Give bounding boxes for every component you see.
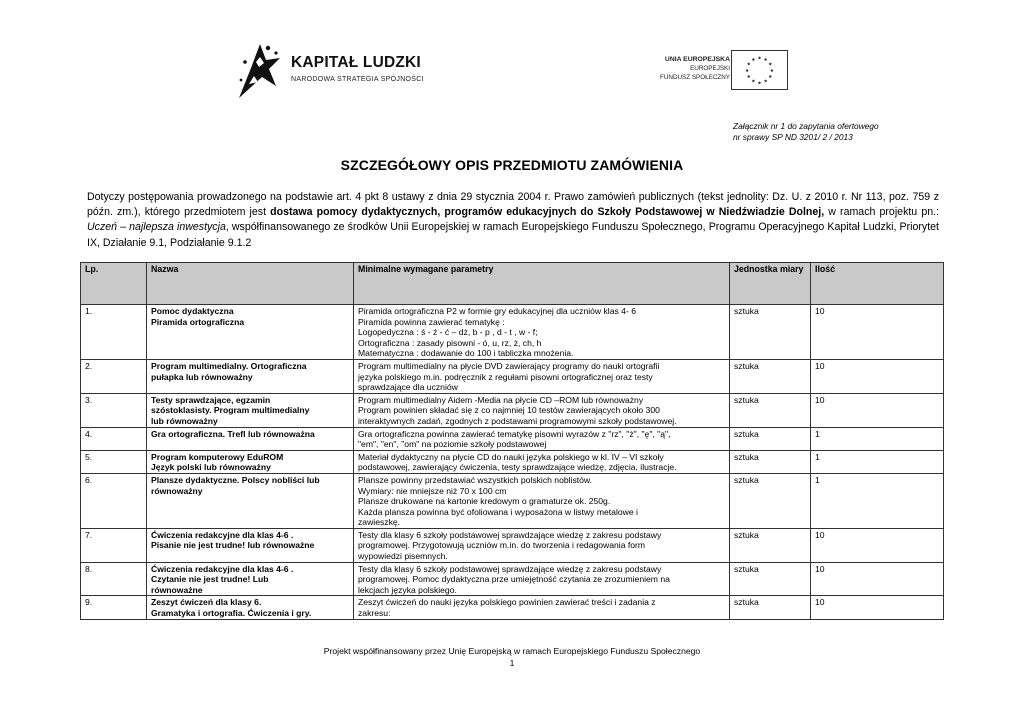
cell-params [354,596,730,619]
cell-lp: 3. [81,393,147,427]
param-line: Wymiary: nie mniejsze niż 70 x 100 cm [358,485,507,496]
param-line: programowej. Przygotowują uczniów m.in. do tworzenia i redagowania form [358,540,646,551]
svg-text:★: ★ [745,68,750,74]
svg-text:★: ★ [769,68,774,74]
item-name-line: pułapka lub równoważny [151,371,253,382]
item-name-line: Testy sprawdzające, egzamin [151,394,271,405]
kapital-ludzki-title: KAPITAŁ LUDZKI [291,54,421,71]
intro-project-name: Uczeń – najlepsza inwestycja [87,221,226,234]
annex-line-2: nr sprawy SP ND 3201/ 2 / 2013 [733,132,853,142]
param-line: lekcjach języka polskiego. [358,584,457,595]
item-name-line: Pomoc dydaktyczna [151,306,234,316]
cell-name [147,473,354,528]
cell-qty: 10 [811,528,944,562]
param-line: Plansze drukowane na kartonie kredowym o gramaturze ok. 250g. [358,496,611,507]
param-line: Logopedyczna : ś - ź - ć – dż, b - p , d - t , w - f; [358,327,538,338]
table-row [81,359,944,393]
table-row [81,473,944,528]
param-line: Piramida ortograficzna P2 w formie gry edukacyjnej dla uczniów klas 4- 6 [358,306,636,316]
eu-line-3: FUNDUSZ SPOŁECZNY [660,74,730,81]
intro-text-2: w ramach projektu pn.: [824,206,939,219]
page-number: 1 [509,658,515,668]
cell-name [147,305,354,360]
cell-qty: 10 [811,562,944,596]
param-line: języka polskiego m.in. podręcznik z regułami pisowni ortograficznej oraz testy [358,371,653,382]
cell-lp: 4. [81,427,147,450]
svg-text:★: ★ [763,79,768,85]
cell-params [354,393,730,427]
header-lp: Lp. [81,263,147,305]
cell-qty: 1 [811,473,944,528]
annex-reference [733,121,879,143]
item-name-line: szóstoklasisty. Program multimedialny [151,405,310,416]
item-name-line: lub równoważny [151,415,218,426]
param-line: Testy dla klasy 6 szkoły podstawowej sprawdzające wiedzę z zakresu podstawy [358,563,662,574]
param-line: Materiał dydaktyczny na płycie CD do nauki języka polskiego w kl. IV – VI szkoły [358,451,664,462]
footer-text: Projekt współfinansowany przez Unię Europejską w ramach Europejskiego Funduszu Społecznego [323,646,701,656]
svg-text:★: ★ [751,58,756,64]
param-line: Ortograficzna : zasady pisowni - ó, u, rz, ż, ch, h [358,337,542,348]
svg-text:★: ★ [768,75,773,81]
document-title: SZCZEGÓŁOWY OPIS PRZEDMIOTU ZAMÓWIENIA [340,157,684,173]
header-unit: Jednostka miary [730,263,811,305]
cell-name [147,393,354,427]
header-name: Nazwa [147,263,354,305]
param-line: Matematyczna : dodawanie do 100 i tabliczka mnożenia. [358,348,574,359]
eu-flag-icon [731,50,788,90]
svg-text:★: ★ [751,79,756,85]
cell-unit: sztuka [730,473,811,528]
cell-lp: 5. [81,450,147,473]
cell-lp: 7. [81,528,147,562]
item-name-line: Czytanie nie jest trudne! Lub [151,574,269,585]
item-name-line: Język polski lub równoważny [151,462,271,473]
cell-params [354,450,730,473]
cell-params [354,427,730,450]
param-line: Plansze powinny przedstawiać wszystkich polskich noblistów. [358,474,593,485]
cell-unit: sztuka [730,562,811,596]
footer [0,645,1024,669]
item-name-line: Ćwiczenia redakcyjne dla klas 4-6 . [151,563,294,574]
param-line: Każda plansza powinna być ofoliowana i wyposażona w listwy metalowe i [358,506,638,517]
param-line: Testy dla klasy 6 szkoły podstawowej sprawdzające wiedzę z zakresu podstawy [358,529,662,540]
item-name-line: Gra ortograficzna. Trefl lub równoważna [151,428,315,439]
table-row [81,450,944,473]
cell-qty: 1 [811,427,944,450]
item-name-line: Plansze dydaktyczne. Polscy nobliści lub [151,474,320,485]
cell-params [354,528,730,562]
intro-text-3: , współfinansowanego ze środków Unii Europejskiej w ramach Europejskiego Funduszu Społecznego, Programu Operacyjnego Kapitał Ludzki, Priorytet IX, Działanie 9.1, Podziałanie 9.1.2 [87,221,939,249]
header-qty: Ilość [811,263,944,305]
table-row [81,562,944,596]
kapital-ludzki-emblem-icon [236,38,284,100]
kapital-ludzki-logo [236,38,426,100]
param-line: podstawowej, zawierający ćwiczenia, testy sprawdzające wiedzę, zdjęcia, ilustracje. [358,462,677,473]
cell-unit: sztuka [730,596,811,619]
cell-qty: 10 [811,305,944,360]
cell-qty: 10 [811,393,944,427]
param-line: Zeszyt ćwiczeń do nauki języka polskiego powinien zawierać treści i zadania z [358,597,656,608]
cell-name [147,450,354,473]
param-line: Program multimedialny na płycie DVD zawierający programy do nauki ortografii [358,360,660,371]
cell-name [147,427,354,450]
table-row [81,305,944,360]
cell-name [147,562,354,596]
svg-text:★: ★ [746,62,751,68]
cell-params [354,473,730,528]
cell-lp: 6. [81,473,147,528]
eu-logo-text [660,55,730,82]
cell-params [354,305,730,360]
item-name-line: Piramida ortograficzna [151,316,245,327]
item-name-line: równoważne [151,584,203,595]
cell-params [354,562,730,596]
item-name-line: Pisanie nie jest trudne! lub równoważne [151,540,315,551]
param-line: zawieszkę. [358,517,401,528]
param-line: programowej. Pomoc dydaktyczna prze umiejętność czytania ze zrozumieniem na [358,574,670,585]
table-body [81,305,944,620]
cell-qty: 10 [811,359,944,393]
item-name-line: równoważny [151,485,203,496]
param-line: Piramida powinna zawierać tematykę : [358,316,505,327]
param-line: sprawdzające dla uczniów [358,382,458,393]
cell-lp: 2. [81,359,147,393]
kapital-ludzki-subtitle: NARODOWA STRATEGIA SPÓJNOŚCI [291,76,424,83]
cell-name [147,359,354,393]
intro-paragraph [87,190,939,251]
svg-text:★: ★ [757,56,762,62]
table-row [81,393,944,427]
cell-lp: 9. [81,596,147,619]
param-line: Program multimedialny Aidem -Media na płycie CD –ROM lub równoważny [358,394,644,405]
cell-unit: sztuka [730,393,811,427]
svg-text:★: ★ [757,81,762,87]
cell-lp: 8. [81,562,147,596]
cell-unit: sztuka [730,450,811,473]
cell-unit: sztuka [730,427,811,450]
cell-qty: 1 [811,450,944,473]
param-line: interaktywnych zadań, zgodnych z podstawami programowymi szkoły podstawowej. [358,415,677,426]
table-row [81,528,944,562]
param-line: Program powinien składać się z co najmniej 10 testów zawierających około 300 [358,405,660,416]
intro-text-1: Dotyczy postępowania prowadzonego na podstawie art. 4 pkt 8 ustawy z dnia 29 stycznia 2004 r. Prawo zamówień publicznych (tekst jednolity: Dz. U. z 2010 r. Nr 113, poz. 759 z późn. zm.), którego przedmiotem jest [87,191,939,219]
cell-unit: sztuka [730,528,811,562]
table-row [81,596,944,619]
param-line: zakresu: [358,608,391,619]
svg-text:★: ★ [746,75,751,81]
header-params: Minimalne wymagane parametry [354,263,730,305]
item-name-line: Zeszyt ćwiczeń dla klasy 6. [151,597,262,608]
intro-bold-subject: dostawa pomocy dydaktycznych, programów edukacyjnych do Szkoły Podstawowej w Niedźwiadzie Dolnej, [270,206,825,219]
eu-logo [648,50,790,92]
item-name-line: Gramatyka i ortografia. Ćwiczenia i gry. [151,608,312,619]
param-line: "em", "en", "om" na poziomie szkoły podstawowej [358,439,547,450]
cell-qty: 10 [811,596,944,619]
svg-text:★: ★ [763,58,768,64]
table-row [81,427,944,450]
item-name-line: Ćwiczenia redakcyjne dla klas 4-6 . [151,529,294,540]
item-name-line: Program komputerowy EduROM [151,451,284,462]
eu-line-2: EUROPEJSKI [690,65,730,72]
table-header-row [81,263,944,305]
eu-line-1: UNIA EUROPEJSKA [664,56,730,63]
annex-line-1: Załącznik nr 1 do zapytania ofertowego [733,121,879,131]
cell-params [354,359,730,393]
svg-text:★: ★ [768,62,773,68]
cell-name [147,528,354,562]
item-name-line: Program multimedialny. Ortograficzna [151,360,307,371]
cell-unit: sztuka [730,305,811,360]
param-line: Gra ortograficzna powinna zawierać tematykę pisowni wyrazów z "rz", "ż", "ę", "ą", [358,428,671,439]
cell-lp: 1. [81,305,147,360]
specification-table [80,262,944,620]
cell-unit: sztuka [730,359,811,393]
cell-name [147,596,354,619]
param-line: wypowiedzi pisemnych. [358,551,448,562]
